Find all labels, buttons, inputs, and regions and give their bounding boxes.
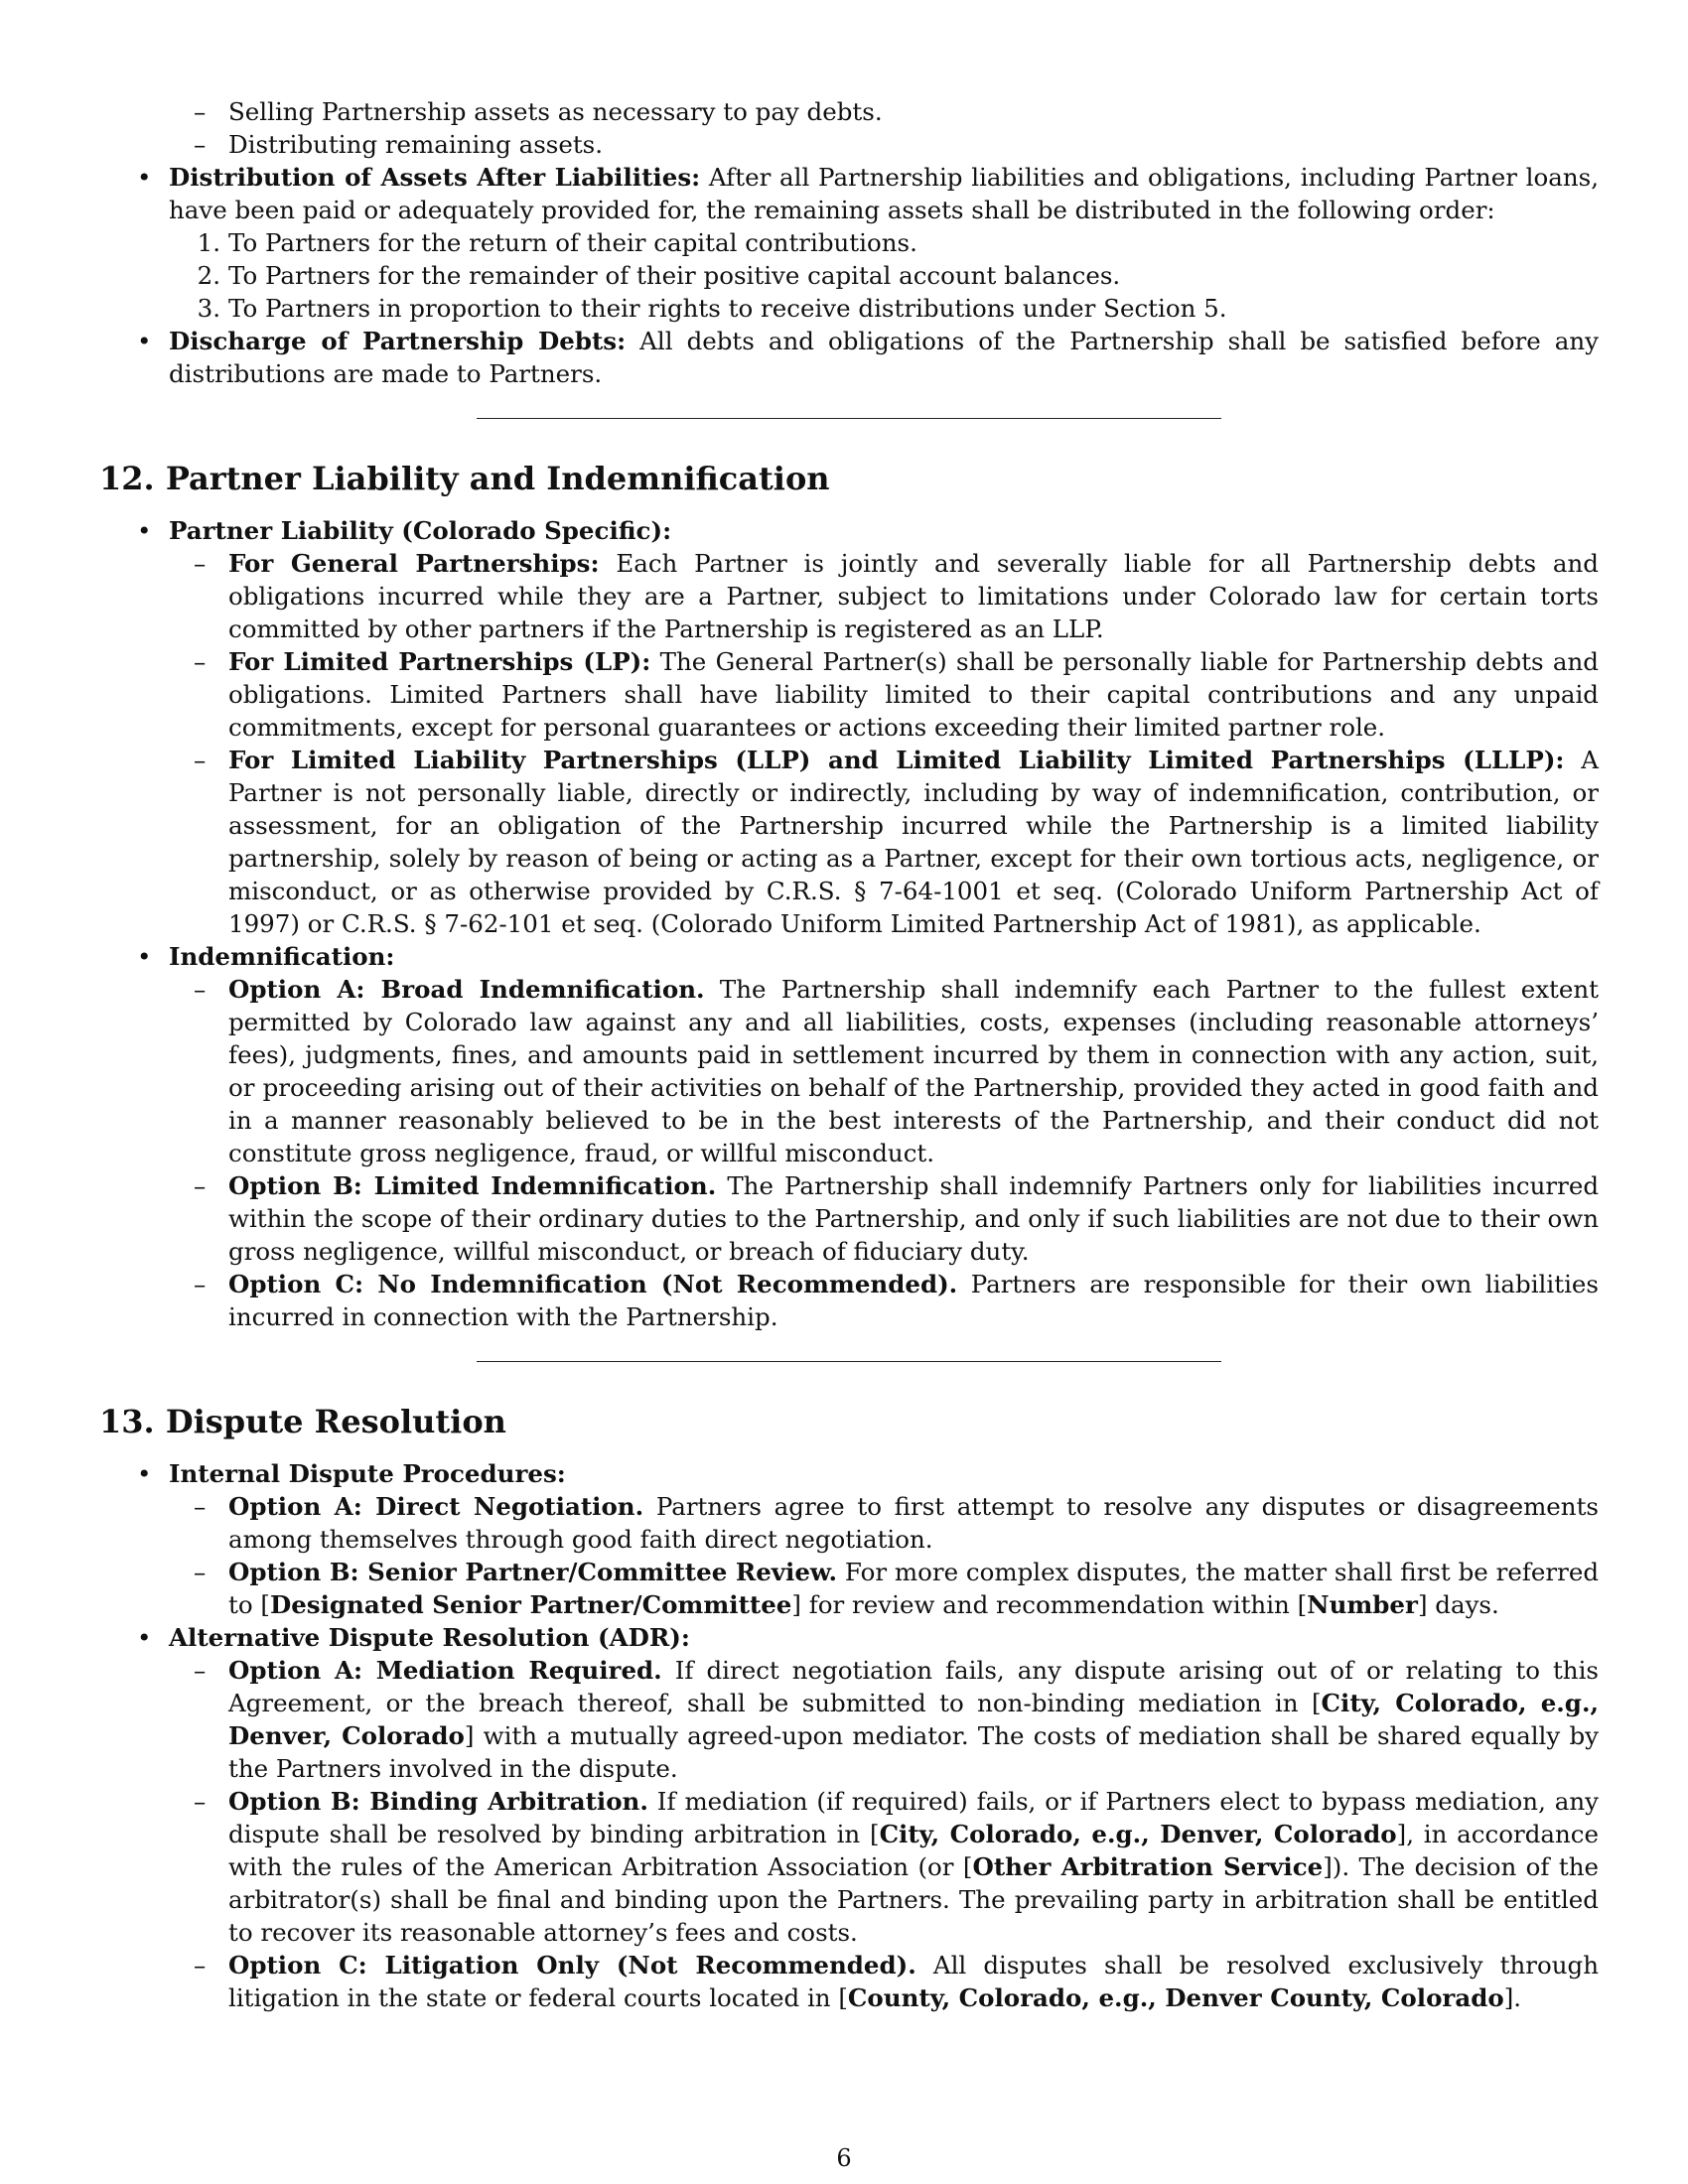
list-item: – Distributing remaining assets. [194,130,604,159]
list-item-discharge: • Discharge of Partnership Debts: All debts and obligations of the Partnership shall be satisfied before any distributions are made to Partners. [137,327,1599,388]
section-13-list [99,1457,1599,1490]
list-item: – Selling Partnership assets as necessary to pay debts. [194,97,883,126]
list-item-litigation: – Option C: Litigation Only (Not Recommended). All disputes shall be resolved exclusively through litigation in the state or federal courts located in [County, Colorado, e.g., Denver County, Colorado]. [194,1951,1599,2012]
list-item-limited-partnerships: – For Limited Partnerships (LP): The General Partner(s) shall be personally liable for Partnership debts and obligations. Limited Partners shall have liability limited to their capital contributions and any unpaid commitments, except for personal guarantees or actions exceeding their limited partner role. [194,647,1599,742]
sub-list-continued [99,95,1599,161]
bullet-list-top [99,161,1599,226]
list-item-distribution: • Distribution of Assets After Liabilities: After all Partnership liabilities and obligations, including Partner loans, have been paid or adequately provided for, the remaining assets shall be distributed in the following order: [137,163,1599,224]
section-12-list [99,514,1599,547]
list-item-option-c: – Option C: No Indemnification (Not Recommended). Partners are responsible for their own liabilities incurred in connection with the Partnership. [194,1270,1599,1331]
document-page [99,95,1599,2014]
list-item-general-partnerships: – For General Partnerships: Each Partner is jointly and severally liable for all Partnership debts and obligations incurred while they are a Partner, subject to limitations under Colorado law for certain torts committed by other partners if the Partnership is registered as an LLP. [194,549,1599,643]
list-item: 3. To Partners in proportion to their rights to receive distributions under Section 5. [197,294,1227,323]
page-number: 6 [836,2144,852,2172]
list-item-mediation: – Option A: Mediation Required. If direct negotiation fails, any dispute arising out of or relating to this Agreement, or the breach thereof, shall be submitted to non-binding mediation in [City, Colorado, e.g., Denver, Colorado] with a mutually agreed-upon mediator. The costs of mediation shall be shared equally by the Partners involved in the dispute. [194,1656,1599,1783]
liability-sub-list [99,547,1599,940]
list-item-option-b: – Option B: Limited Indemnification. The Partnership shall indemnify Partners only for liabilities incurred within the scope of their ordinary duties to the Partnership, and only if such liabilities are not due to their own gross negligence, willful misconduct, or breach of fiduciary duty. [194,1171,1599,1266]
adr-sub-list [99,1654,1599,2014]
list-item: 2. To Partners for the remainder of their positive capital account balances. [197,261,1121,290]
list-item-internal-dispute: • Internal Dispute Procedures: [137,1459,566,1488]
distribution-order-list [99,226,1599,325]
list-item: 1. To Partners for the return of their capital contributions. [197,228,917,257]
list-item-arbitration: – Option B: Binding Arbitration. If mediation (if required) fails, or if Partners elect to bypass mediation, any dispute shall be resolved by binding arbitration in [City, Colorado, e.g., Denver, Colorado], in accordance with the rules of the American Arbitration Association (or [Other Arbitration Service]). The decision of the arbitrator(s) shall be final and binding upon the Partners. The prevailing party in arbitration shall be entitled to recover its reasonable attorney’s fees and costs. [194,1787,1600,1947]
indemnification-sub-list [99,973,1599,1333]
internal-dispute-sub-list [99,1490,1599,1621]
list-item-committee-review: – Option B: Senior Partner/Committee Review. For more complex disputes, the matter shall first be referred to [Designated Senior Partner/Committee] for review and recommendation within [Number] days. [194,1558,1599,1619]
list-item-negotiation: – Option A: Direct Negotiation. Partners agree to first attempt to resolve any disputes or disagreements among themselves through good faith direct negotiation. [194,1492,1599,1554]
section-13-list-2 [99,1621,1599,1654]
section-divider [477,418,1221,419]
list-item-partner-liability: • Partner Liability (Colorado Specific): [137,516,672,545]
list-item-option-a: – Option A: Broad Indemnification. The Partnership shall indemnify each Partner to the fullest extent permitted by Colorado law against any and all liabilities, costs, expenses (including reasonable attorneys’ fees), judgments, fines, and amounts paid in settlement incurred by them in connection with any action, suit, or proceeding arising out of their activities on behalf of the Partnership, provided they acted in good faith and in a manner reasonably believed to be in the best interests of the Partnership, and their conduct did not constitute gross negligence, fraud, or willful misconduct. [194,975,1600,1167]
section-12-heading: 12. Partner Liability and Indemnification [99,460,830,497]
list-item-llp-lllp: – For Limited Liability Partnerships (LLP) and Limited Liability Limited Partnerships (LLLP): A Partner is not personally liable, directly or indirectly, including by way of indemnification, contribution, or assessment, for an obligation of the Partnership incurred while the Partnership is a limited liability partnership, solely by reason of being or acting as a Partner, except for their own tortious acts, negligence, or misconduct, or as otherwise provided by C.R.S. § 7-64-1001 et seq. (Colorado Uniform Partnership Act of 1997) or C.R.S. § 7-62-101 et seq. (Colorado Uniform Limited Partnership Act of 1981), as applicable. [194,746,1599,938]
list-item-adr: • Alternative Dispute Resolution (ADR): [137,1623,690,1652]
section-divider [477,1361,1221,1362]
section-13-heading: 13. Dispute Resolution [99,1403,506,1440]
section-12-list-2 [99,940,1599,973]
list-item-indemnification: • Indemnification: [137,942,395,971]
bullet-list-top-2 [99,325,1599,390]
